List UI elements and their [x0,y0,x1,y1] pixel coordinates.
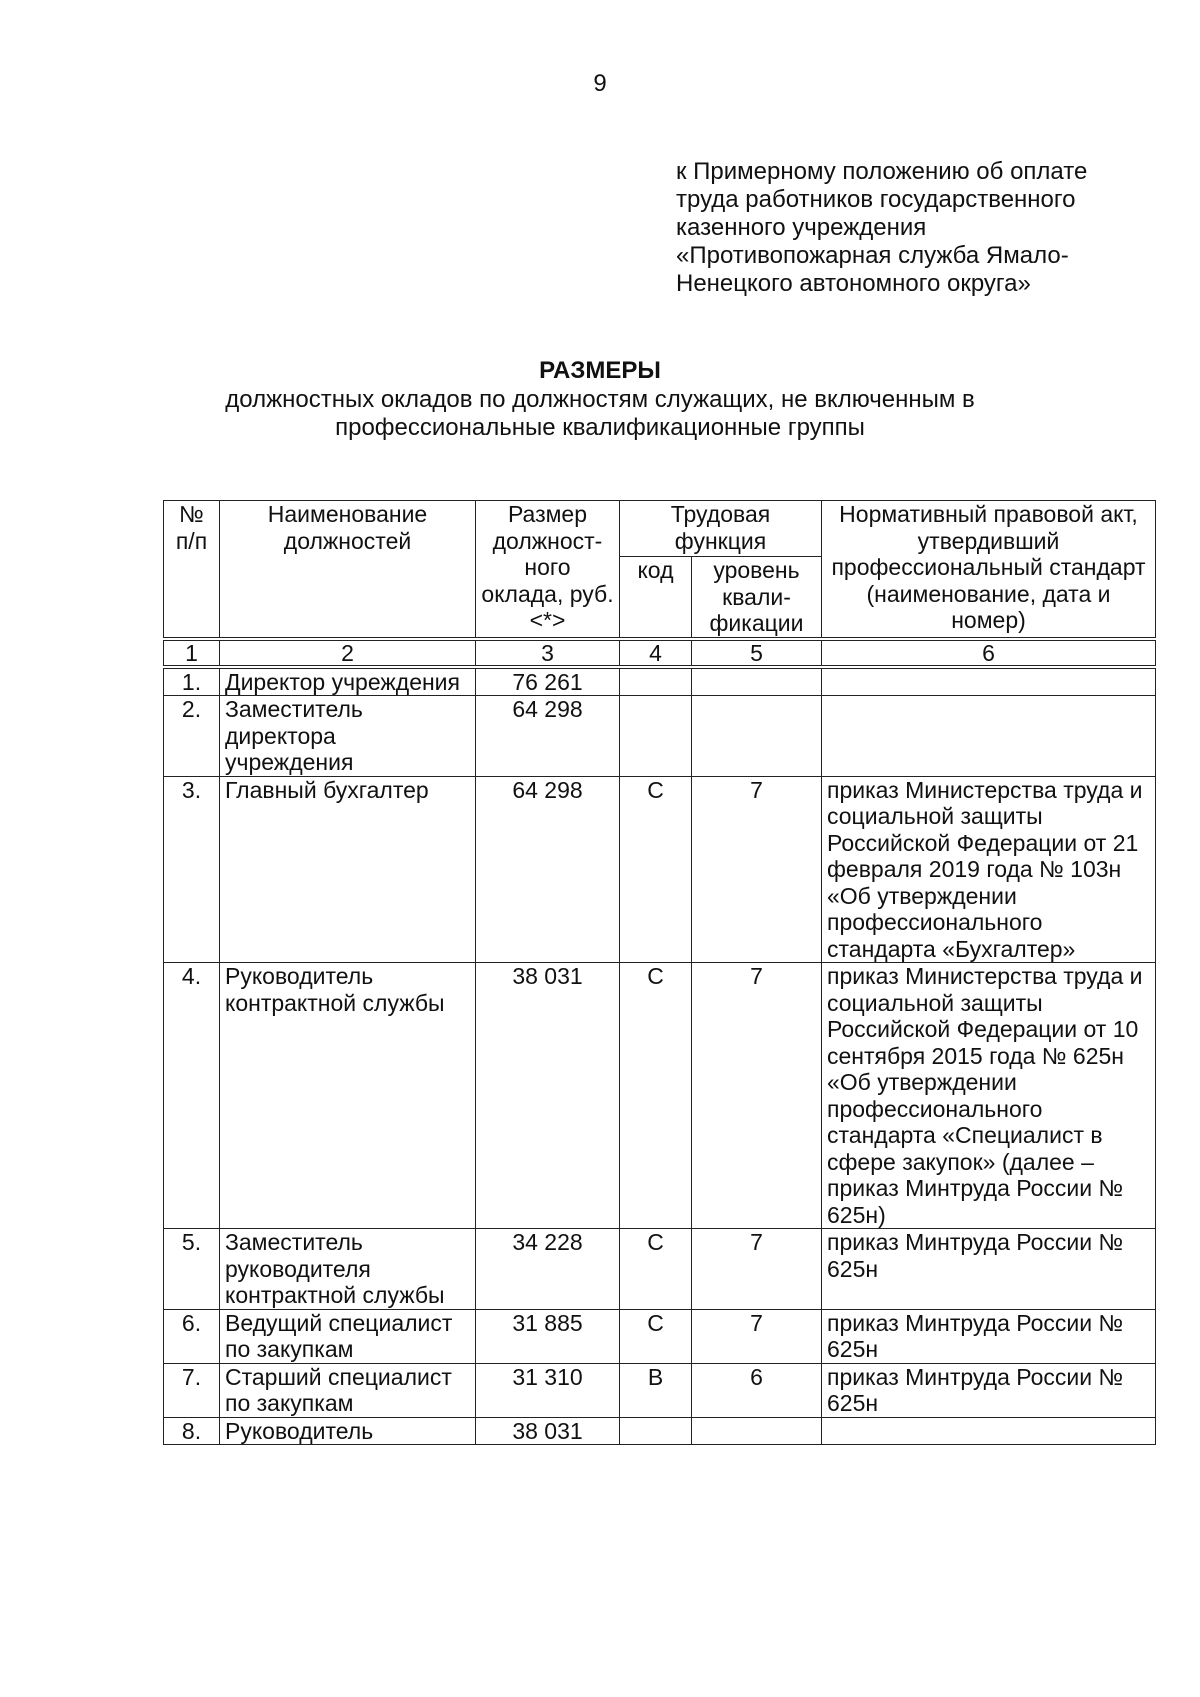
legal-act: приказ Минтруда России № 625н [822,1229,1156,1310]
annex-reference [676,158,1176,298]
qualification-level [692,1417,822,1445]
salary-value: 64 298 [476,776,620,963]
row-number: 8. [164,1417,220,1445]
qualification-level: 7 [692,1309,822,1363]
table-body [164,639,1156,1445]
salary-value: 64 298 [476,696,620,777]
position-name: Заместитель директора учреждения [220,696,476,777]
qualification-level [692,696,822,777]
header-level: уровень квали-фикации [692,557,822,639]
position-name: Заместитель руководителя контрактной службы [220,1229,476,1310]
legal-act: приказ Минтруда России № 625н [822,1363,1156,1417]
header-name: Наименование должностей [220,501,476,639]
column-number: 5 [692,639,822,667]
salary-value: 31 310 [476,1363,620,1417]
table-row [164,776,1156,963]
legal-act [822,667,1156,696]
row-number: 6. [164,1309,220,1363]
legal-act: приказ Министерства труда и социальной защиты Российской Федерации от 10 сентября 2015 года № 625н «Об утверждении профессионального стандарта «Специалист в сфере закупок» (далее – приказ Минтруда России № 625н) [822,963,1156,1229]
legal-act [822,1417,1156,1445]
table-row [164,696,1156,777]
qualification-level: 6 [692,1363,822,1417]
function-code: С [620,963,692,1229]
document-subtitle [0,386,1200,442]
qualification-level: 7 [692,776,822,963]
row-number: 2. [164,696,220,777]
function-code: С [620,1229,692,1310]
table-row [164,1363,1156,1417]
column-number: 3 [476,639,620,667]
header-salary: Размер должност-ного оклада, руб. <*> [476,501,620,639]
subtitle-line: профессиональные квалификационные группы [335,414,865,441]
salary-value: 38 031 [476,963,620,1229]
qualification-level [692,667,822,696]
function-code [620,667,692,696]
header-code: код [620,557,692,639]
table-row [164,963,1156,1229]
qualification-level: 7 [692,1229,822,1310]
salary-value: 38 031 [476,1417,620,1445]
position-name: Старший специалист по закупкам [220,1363,476,1417]
column-number: 1 [164,639,220,667]
page-number: 9 [593,70,607,97]
function-code [620,696,692,777]
legal-act [822,696,1156,777]
row-number: 5. [164,1229,220,1310]
column-number: 2 [220,639,476,667]
legal-act: приказ Министерства труда и социальной защиты Российской Федерации от 21 февраля 2019 года № 103н «Об утверждении профессионального стандарта «Бухгалтер» [822,776,1156,963]
header-function: Трудовая функция [620,501,822,557]
position-name: Руководитель [220,1417,476,1445]
header-num: № п/п [164,501,220,639]
table-row [164,1229,1156,1310]
qualification-level: 7 [692,963,822,1229]
function-code: В [620,1363,692,1417]
subtitle-line: должностных окладов по должностям служащих, не включенным в [225,386,975,413]
row-number: 3. [164,776,220,963]
column-number: 6 [822,639,1156,667]
salary-value: 76 261 [476,667,620,696]
title-block [0,356,1200,442]
document-title: РАЗМЕРЫ [539,357,661,384]
function-code [620,1417,692,1445]
position-name: Ведущий специалист по закупкам [220,1309,476,1363]
annex-line: Ненецкого автономного округа» [676,270,1031,297]
table-row [164,1417,1156,1445]
table-row [164,1309,1156,1363]
annex-line: «Противопожарная служба Ямало- [676,242,1069,269]
annex-line: казенного учреждения [676,214,927,241]
legal-act: приказ Минтруда России № 625н [822,1309,1156,1363]
function-code: С [620,776,692,963]
salary-table [163,500,1156,1445]
row-number: 1. [164,667,220,696]
column-number: 4 [620,639,692,667]
header-act: Нормативный правовой акт, утвердивший профессиональный стандарт (наименование, дата и номер) [822,501,1156,639]
annex-line: труда работников государственного [676,186,1076,213]
position-name: Директор учреждения [220,667,476,696]
function-code: С [620,1309,692,1363]
salary-value: 31 885 [476,1309,620,1363]
position-name: Руководитель контрактной службы [220,963,476,1229]
table-row [164,667,1156,696]
annex-line: к Примерному положению об оплате [676,158,1088,185]
column-number-row [164,639,1156,667]
row-number: 7. [164,1363,220,1417]
position-name: Главный бухгалтер [220,776,476,963]
row-number: 4. [164,963,220,1229]
salary-value: 34 228 [476,1229,620,1310]
